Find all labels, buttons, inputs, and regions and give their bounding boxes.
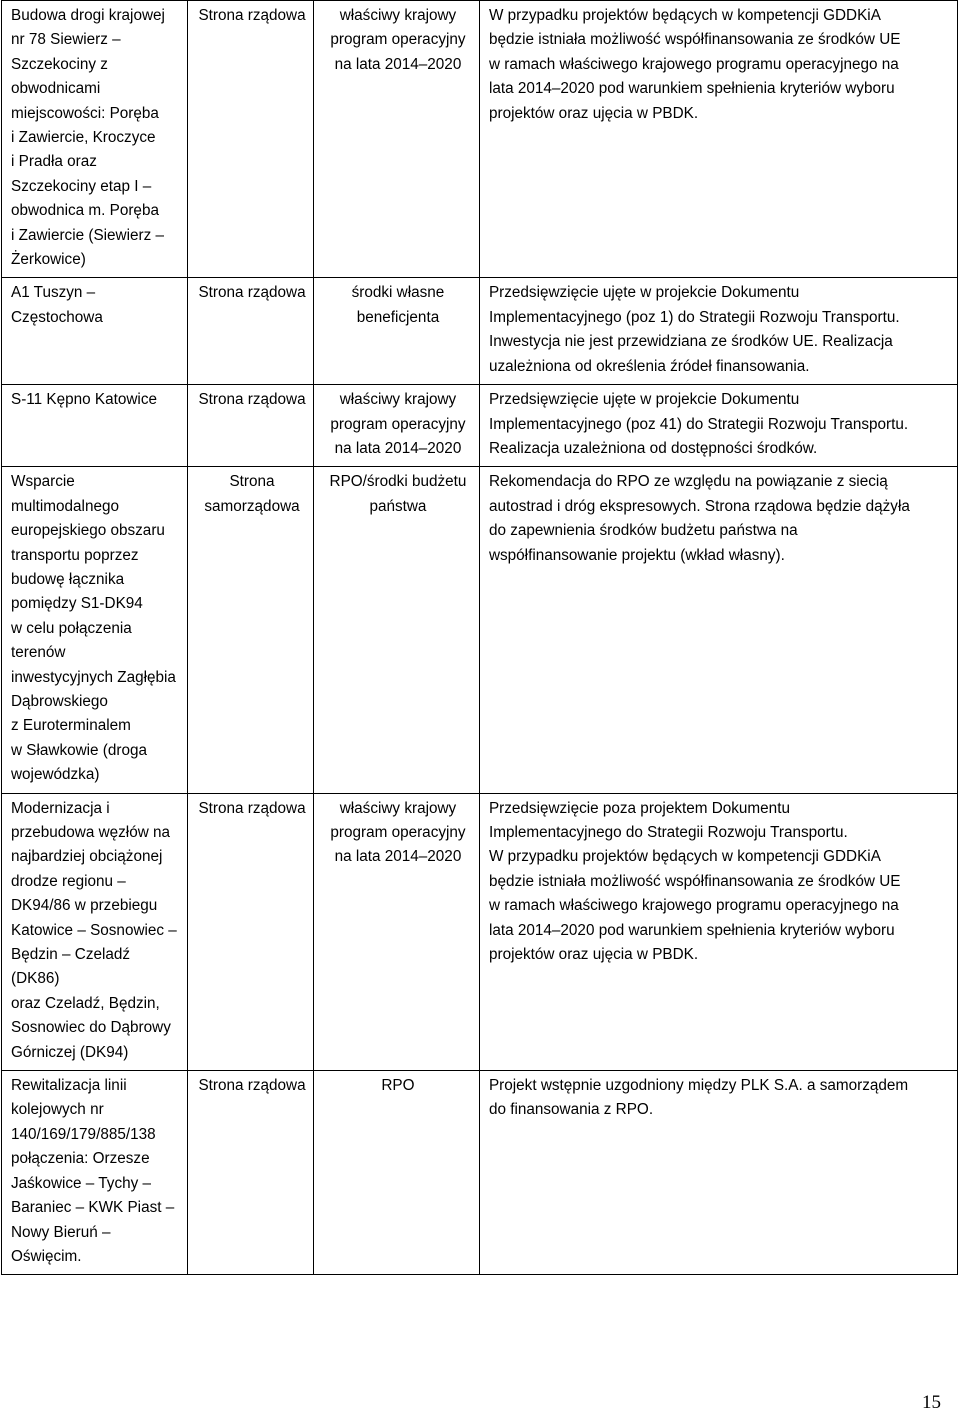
responsible-side-cell: Strona rządowa [188, 1, 314, 278]
funding-source-cell: właściwy krajowy program operacyjny na lata 2014–2020 [313, 385, 479, 467]
funding-source-cell: właściwy krajowy program operacyjny na lata 2014–2020 [313, 1, 479, 278]
notes-cell: Przedsięwzięcie ujęte w projekcie Dokumentu Implementacyjnego (poz 41) do Strategii Rozwoju Transportu. Realizacja uzależniona od dostępności środków. [479, 385, 957, 467]
page-number: 15 [922, 1392, 941, 1413]
responsible-side-cell: Strona samorządowa [188, 467, 314, 793]
responsible-side-cell: Strona rządowa [188, 1071, 314, 1275]
notes-cell: W przypadku projektów będących w kompetencji GDDKiA będzie istniała możliwość współfinansowania ze środków UE w ramach właściwego krajowego programu operacyjnego na lata 2014–2020 pod warunkiem spełnienia kryteriów wyboru projektów oraz ujęcia w PBDK. [479, 1, 957, 278]
table-row [2, 385, 958, 467]
responsible-side-cell: Strona rządowa [188, 385, 314, 467]
notes-cell: Przedsięwzięcie ujęte w projekcie Dokumentu Implementacyjnego (poz 1) do Strategii Rozwoju Transportu. Inwestycja nie jest przewidziana ze środków UE. Realizacja uzależniona od określenia źródeł finansowania. [479, 278, 957, 385]
funding-source-cell: RPO [313, 1071, 479, 1275]
funding-source-cell: środki własne beneficjenta [313, 278, 479, 385]
project-name-cell: Wsparcie multimodalnego europejskiego obszaru transportu poprzez budowę łącznika pomiędzy S1-DK94 w celu połączenia terenów inwestycyjnych Zagłębia Dąbrowskiego z Euroterminalem w Sławkowie (droga wojewódzka) [2, 467, 188, 793]
notes-cell: Projekt wstępnie uzgodniony między PLK S.A. a samorządem do finansowania z RPO. [479, 1071, 957, 1275]
project-name-cell: A1 Tuszyn – Częstochowa [2, 278, 188, 385]
table-row [2, 1, 958, 278]
table-row [2, 467, 958, 793]
funding-source-cell: RPO/środki budżetu państwa [313, 467, 479, 793]
table-row [2, 793, 958, 1070]
funding-source-cell: właściwy krajowy program operacyjny na lata 2014–2020 [313, 793, 479, 1070]
table-row [2, 278, 958, 385]
notes-cell: Przedsięwzięcie poza projektem Dokumentu Implementacyjnego do Strategii Rozwoju Transportu. W przypadku projektów będących w kompetencji GDDKiA będzie istniała możliwość współfinansowania ze środków UE w ramach właściwego krajowego programu operacyjnego na lata 2014–2020 pod warunkiem spełnienia kryteriów wyboru projektów oraz ujęcia w PBDK. [479, 793, 957, 1070]
table-row [2, 1071, 958, 1275]
responsible-side-cell: Strona rządowa [188, 793, 314, 1070]
project-name-cell: Budowa drogi krajowej nr 78 Siewierz – Szczekociny z obwodnicami miejscowości: Poręba i Zawiercie, Kroczyce i Pradła oraz Szczekociny etap I – obwodnica m. Poręba i Zawiercie (Siewierz – Żerkowice) [2, 1, 188, 278]
project-name-cell: Modernizacja i przebudowa węzłów na najbardziej obciążonej drodze regionu – DK94/86 w przebiegu Katowice – Sosnowiec – Będzin – Czeladź (DK86) oraz Czeladź, Będzin, Sosnowiec do Dąbrowy Górniczej (DK94) [2, 793, 188, 1070]
notes-cell: Rekomendacja do RPO ze względu na powiązanie z siecią autostrad i dróg ekspresowych. Strona rządowa będzie dążyła do zapewnienia środków budżetu państwa na współfinansowanie projektu (wkład własny). [479, 467, 957, 793]
project-name-cell: S-11 Kępno Katowice [2, 385, 188, 467]
responsible-side-cell: Strona rządowa [188, 278, 314, 385]
projects-table [1, 0, 958, 1275]
project-name-cell: Rewitalizacja linii kolejowych nr 140/169/179/885/138 połączenia: Orzesze Jaśkowice – Tychy – Baraniec – KWK Piast – Nowy Bieruń – Oświęcim. [2, 1071, 188, 1275]
